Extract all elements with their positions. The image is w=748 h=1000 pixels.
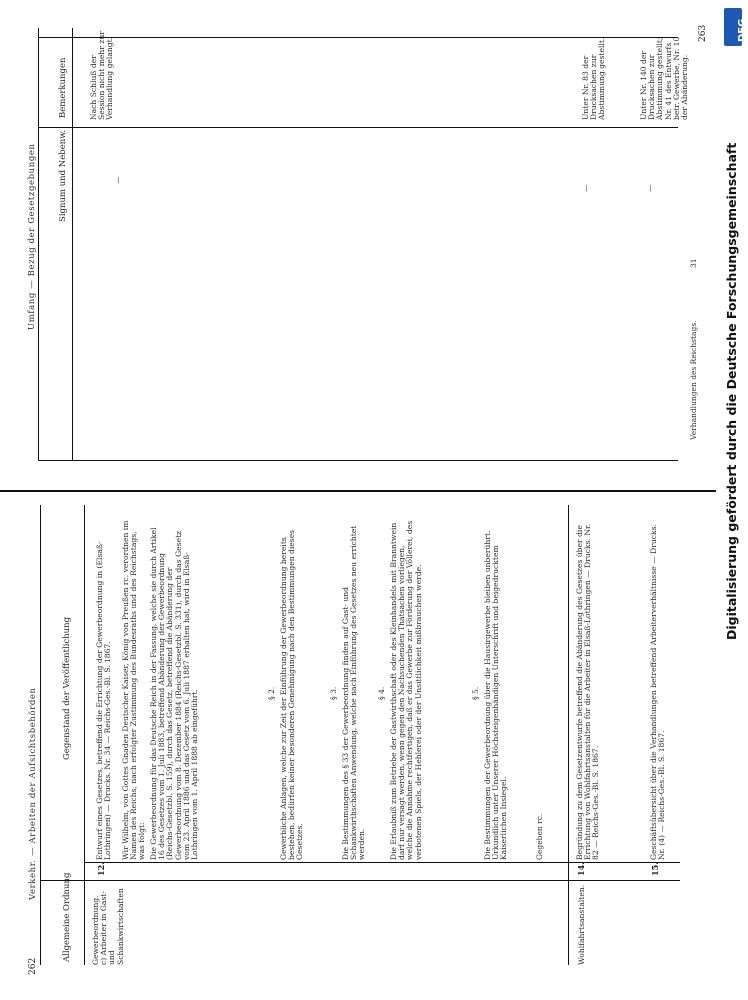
right-dash-3: — xyxy=(645,184,654,192)
right-dash-1: — xyxy=(113,176,122,184)
left-page-header: Verkehr. — Arbeiten der Aufsichtsbehörden xyxy=(28,687,38,900)
left-entry-12-body-3: Gewerbliche Anlagen, welche zur Zeit der Einführung der Gewerbeordnung bereits bestehen, bedürfen keiner besonderen Genehmigung nach den Bestimmungen dieses Gesetzes. xyxy=(279,529,305,860)
left-entry-12-body-1: Wir Wilhelm, von Gottes Gnaden Deutscher Kaiser, König von Preußen rc. verordnen im Namen des Reichs, nach erfolgter Zustimmung des Bundesraths und des Reichstags, was folgt: xyxy=(121,520,147,860)
page-fold-rule xyxy=(0,490,716,492)
left-category-2: Wohlfahrtsanstalten. xyxy=(577,884,586,965)
right-remark-3: Unter Nr. 140 der Drucksachen zur Abstimmung gestellt; Nr. 41 des Entwurfs betr. Gewerbe, Nr. 10 der Abänderung. xyxy=(639,36,690,120)
left-page-number: 262 xyxy=(28,957,38,975)
left-entry-15-body: Geschäftsübersicht über die Verhandlungen betreffend Arbeiterverhältnisse — Drucks. Nr. (4) — Reichs-Ges.-Bl. S. 1867. xyxy=(649,524,667,860)
left-num-divider xyxy=(84,862,680,863)
left-entry-12-body-2: Die Gewerbeordnung für das Deutsche Reich in der Fassung, welche sie durch Artikel 16 des Gesetzes vom 1. Juli 1883, betreffend Abänderung der Gewerbeordnung (Reichs-Gesetzbl. S. 159), durch das Gesetz, betreffend die Abänderung der Gewerbeordnung vom 8. Dezember 1884 (Reichs-Gesetzbl. S. 331), durch das Gesetz vom 23. April 1886 und das Gesetz vom 6. Juli 1887 erhalten hat, wird in Elsaß-Lothringen vom 1. April 1888 ab eingeführt. xyxy=(149,527,200,860)
left-entry-12-section-4: § 4. xyxy=(377,686,386,700)
left-entry-12-section-2: § 2. xyxy=(267,686,276,700)
left-col-divider xyxy=(40,880,680,881)
right-table-left-rule xyxy=(38,28,39,460)
dfg-logo xyxy=(724,8,748,46)
left-entry-15-number: 15. xyxy=(650,862,660,876)
left-entry-12-section-3: § 3. xyxy=(329,686,338,700)
dfg-banner-text: Digitalisierung gefördert durch die Deutsche Forschungsgemeinschaft xyxy=(724,142,739,640)
right-table-bottom-rule xyxy=(38,460,678,461)
right-page-mark: 31 xyxy=(689,258,698,268)
right-page-number: 263 xyxy=(698,24,708,42)
left-col-subject-header: Allgemeine Ordnung xyxy=(62,872,72,962)
left-table-left-rule xyxy=(40,505,41,965)
right-remark-1: Nach Schluß der Session nicht mehr zur Verhandlung gelangt. xyxy=(89,31,115,120)
left-entry-12-section-5: § 5. xyxy=(471,686,480,700)
left-entry-12-number: 12. xyxy=(96,862,106,876)
right-table-header-rule xyxy=(72,28,73,460)
left-entry-12-body-5: Die Erlaubniß zum Betriebe der Gastwirthschaft oder des Kleinhandels mit Branntwein darf nur versagt werden, wenn gegen den Nachsuchenden Thatsachen vorliegen, welche die Annahme rechtfertigen, daß er das Gewerbe zur Förderung der Völlerei, des verbotenen Spiels, der Hehlerei oder der Unsittlichkeit mißbrauchen werde. xyxy=(389,520,423,860)
left-entry-12-title: Entwurf eines Gesetzes, betreffend die Errichtung der Gewerbeordnung in (Elsaß-Lothringen) — Drucks. Nr. 34 — Reichs-Ges.-Bl. S. 1867. xyxy=(95,541,113,860)
right-dash-2: — xyxy=(581,184,590,192)
left-entry-12-body-4: Die Bestimmungen des § 33 der Gewerbeordnung finden auf Gast- und Schankwirthschaften Anwendung, welche nach Einführung des Gesetzes neu errichtet werden. xyxy=(341,525,367,860)
left-entry-12-body-6: Die Bestimmungen der Gewerbeordnung über die Hausirgewerbe bleiben unberührt. Urkundlich unter Unserer Höchsteigenhändigen Unterschrift und beigedrucktem Kaiserlichen Insiegel. xyxy=(483,530,509,860)
right-page-header: Umfang — Bezug der Gesetzgebungen xyxy=(27,143,37,330)
left-table-header-rule xyxy=(84,505,85,965)
right-col-divider-1 xyxy=(38,127,678,128)
right-col-remarks-header: Bemerkungen xyxy=(58,57,68,118)
left-entry-14-rule xyxy=(568,505,569,965)
left-col-content-header: Gegenstand der Veröffentlichung xyxy=(62,616,72,760)
left-entry-14-number: 14. xyxy=(576,862,586,876)
left-category-1: Gewerbeordnung. c) Arbeiter in Gast- und Schankwirtschaften xyxy=(91,888,125,965)
dfg-logo-text: DFG xyxy=(737,18,748,42)
left-entry-12-date: Gegeben rc. xyxy=(535,813,544,860)
right-remark-2: Unter Nr. 83 der Drucksachen zur Abstimmung gestellt. xyxy=(581,37,607,120)
right-col-signature-header: Signum und Nebenw. xyxy=(58,129,68,222)
left-entry-14-body: Begründung zu dem Gesetzentwurfe betreffend die Abänderung des Gesetzes über die Errichtung von Wohlfahrtsanstalten für die Arbeiter in Elsaß-Lothringen — Drucks. Nr. 82 — Reichs-Ges.-Bl. S. 1867. xyxy=(575,523,601,860)
right-footnote: Verhandlungen des Reichstags. xyxy=(689,320,698,440)
